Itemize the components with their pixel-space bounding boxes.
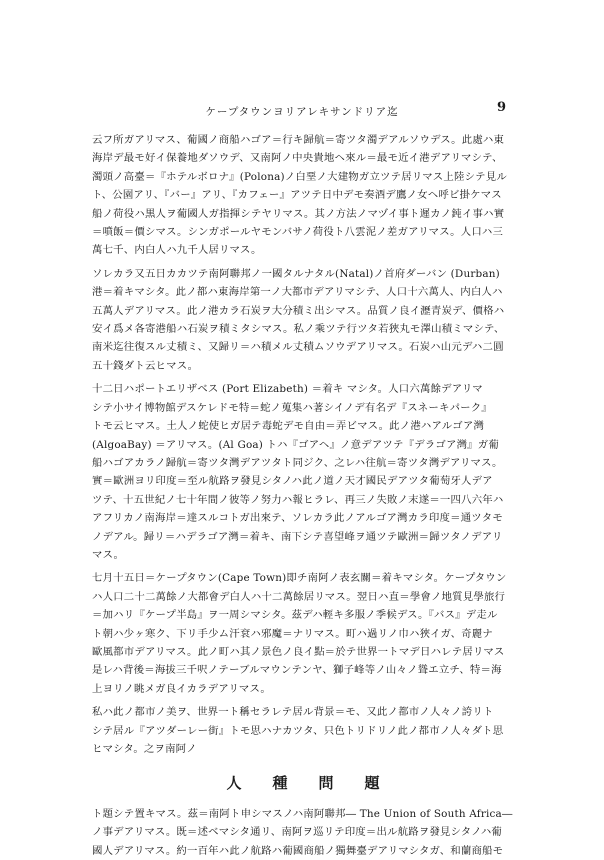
- text-line: 國人デアリマス。約一百年ハ此ノ航路ハ葡國商船ノ獨舞臺デアリマシタガ、和蘭商船モ: [92, 844, 504, 857]
- text-line: 濁頭ノ高臺＝『ホテルボロナ』(Polona)ノ白堊ノ大建物ガ立ツテ居リマス上陸シテ見ル: [92, 170, 507, 183]
- text-line: 港＝着キマシタ。此ノ都ハ東海岸第一ノ大都市デアリマシテ、人口十六萬人、内白人ハ: [92, 286, 503, 299]
- paragraph: [92, 131, 522, 260]
- text-line: ハ人口二十二萬餘ノ大都會デ白人ハ十二萬餘居リマス。翌日ハ直＝學會ノ地質見學旅行: [92, 590, 506, 603]
- text-line: ト朝ハ少ヶ寒ク、下リ手少ム汗袞ハ邪魔＝ナリマス。町ハ過リノ巾ハ狹イガ、奇麗ナ: [92, 627, 493, 640]
- text-line: 上ヨリノ眺メガ良イカラデアリマス。: [92, 682, 271, 695]
- section-heading: 人 種 問 題: [226, 774, 388, 793]
- text-line: マス。: [92, 548, 125, 561]
- text-line: ＝噴飯＝價シマス。シンガポールヤモンバサノ荷役ト八雲泥ノ差ガアリマス。人口ハ三: [92, 226, 504, 239]
- paragraph: [92, 380, 522, 564]
- text-line: 船ノ荷役ハ黒人ヲ葡國人ガ指揮シテヤリマス。其ノ方法ノマヅイ事ト遲カノ鈍イ事ハ實: [92, 207, 505, 220]
- text-line: シテ居ル『アツダーレー街』トモ思ハナカツタ、只色トリドリノ此ノ都市ノ人々ダト思: [92, 724, 504, 737]
- text-line: (AlgoaBay) ＝アリマス。(Al Goa) トハ『ゴアヘ』ノ意デアツテ『デラゴア灣』ガ葡: [92, 438, 499, 451]
- text-line: 海岸デ最モ好イ保養地ダソウデ、又南阿ノ中央貴地ヘ來ル＝最モ近イ港デアリマシテ、: [92, 152, 503, 165]
- running-head: ケープタウンヨリアレキサンドリア迄: [205, 106, 399, 118]
- section-paragraph-group: [92, 805, 522, 860]
- text-line: 云フ所ガアリマス、葡國ノ商船ハゴア＝行キ歸航＝寄ツタ濁デアルソウデス。此處ハ東: [92, 134, 505, 146]
- paragraph: [92, 265, 522, 375]
- text-line: 歐風都市デアリマス。此ノ町ハ其ノ景色ノ良イ點＝於テ世界一トマデ日ハレテ居リマス: [92, 645, 505, 658]
- paragraph: [92, 703, 522, 758]
- page-number: 9: [497, 100, 507, 115]
- text-line: 萬七千、内白人ハ九千人居リマス。: [92, 244, 262, 257]
- text-line: 實＝歐洲ヨリ印度＝至ル航路ヲ發見シタノハ此ノ道ノ天才國民デアツタ葡萄牙人デア: [92, 475, 493, 488]
- text-line: ヒマシタ。之ヲ南阿ノ: [92, 743, 197, 755]
- text-line: ソレカラ又五日カカツテ南阿聯邦ノ一國タルナタル(Natal)ノ首府ダーバン (Durban): [92, 267, 500, 280]
- text-line: 十二日ハポートエリザベス (Port Elizabeth) ＝着キ マシタ。人口六萬餘デアリマ: [92, 383, 483, 396]
- text-line: ツテ、十五世紀ノ七十年間ノ彼等ノ努力ハ報ヒラレ、再三ノ失敗ノ末遂＝一四八六年ハ: [92, 493, 504, 506]
- text-line: トモ云ヒマス。土人ノ蛇使ヒガ居テ毒蛇デモ自由＝弄ビマス。此ノ港ハアルゴア灣: [92, 420, 485, 433]
- paragraph: [92, 805, 522, 860]
- paragraph: [92, 569, 522, 698]
- text-line: アフリカノ南海岸＝達スルコトガ出來テ、ソレカラ此ノアルゴア灣カラ印度＝通ツタモ: [92, 512, 503, 525]
- text-line: 私ハ此ノ都市ノ美ヲ、世界一ト稱セラレテ居ル背景＝モ、又此ノ都市ノ人々ノ誇リト: [92, 706, 494, 719]
- paragraph-group: [92, 131, 522, 758]
- text-line: 船ハゴアカラノ歸航＝寄ツタ灣デアツタト同ジク、之レハ往航＝寄ツタ灣デアリマス。: [92, 456, 503, 469]
- body-text: [92, 131, 522, 860]
- text-line: ＝加ハリ『ケープ半島』ヲ一周シマシタ。茲デハ輕キ多服ノ季候デス。『バス』デ走ル: [92, 609, 498, 622]
- text-line: ノデアル。歸リ＝ハデラゴア灣＝着キ、南下シテ喜望峰ヲ通ツテ歐洲＝歸ツタノデアリ: [92, 530, 503, 543]
- text-line: 七月十五日＝ケープタウン(Cape Town)即チ南阿ノ表玄關＝着キマシタ。ケープタウン: [92, 572, 507, 585]
- text-line: ト、公園アリ、『バー』アリ、『カフェー』アツテ日中デモ奏酒デ鷹ノ女ヘ呼ビ掛ケマス: [92, 189, 502, 202]
- text-line: 南米迄往復スル丈積ミ、又歸リ＝ハ積メル丈積ムソウデアリマス。石炭ハ山元デハ二圓: [92, 341, 504, 354]
- text-line: 五萬人デアリマス。此ノ港カラ石炭ヲ大分積ミ出シマス。品質ノ良イ瀝青炭デ、價格ハ: [92, 304, 505, 317]
- text-line: 五十錢ダト云ヒマス。: [92, 359, 199, 372]
- text-line: ト題シテ置キマス。茲＝南阿ト申シマスノハ南阿聯邦― The Union of South Africa―: [92, 807, 513, 820]
- text-line: ノ事デアリマス。既＝述ベマシタ通リ、南阿ヲ巡リテ印度＝出ル航路ヲ發見シタノハ葡: [92, 826, 503, 839]
- text-line: 是レハ背後＝海拔三千呎ノテーブルマウンテンヤ、獅子峰等ノ山々ノ聳エ立チ、特＝海: [92, 664, 502, 677]
- text-line: 安イ爲メ各寄港船ハ石炭ヲ積ミタシマス。私ノ乘ツテ行ツタ若狹丸モ澤山積ミマシテ、: [92, 323, 505, 336]
- text-line: シテ小サイ博物館デスケレドモ特＝蛇ノ蒐集ハ著シイノデ有名デ『スネーキパーク』: [92, 401, 492, 414]
